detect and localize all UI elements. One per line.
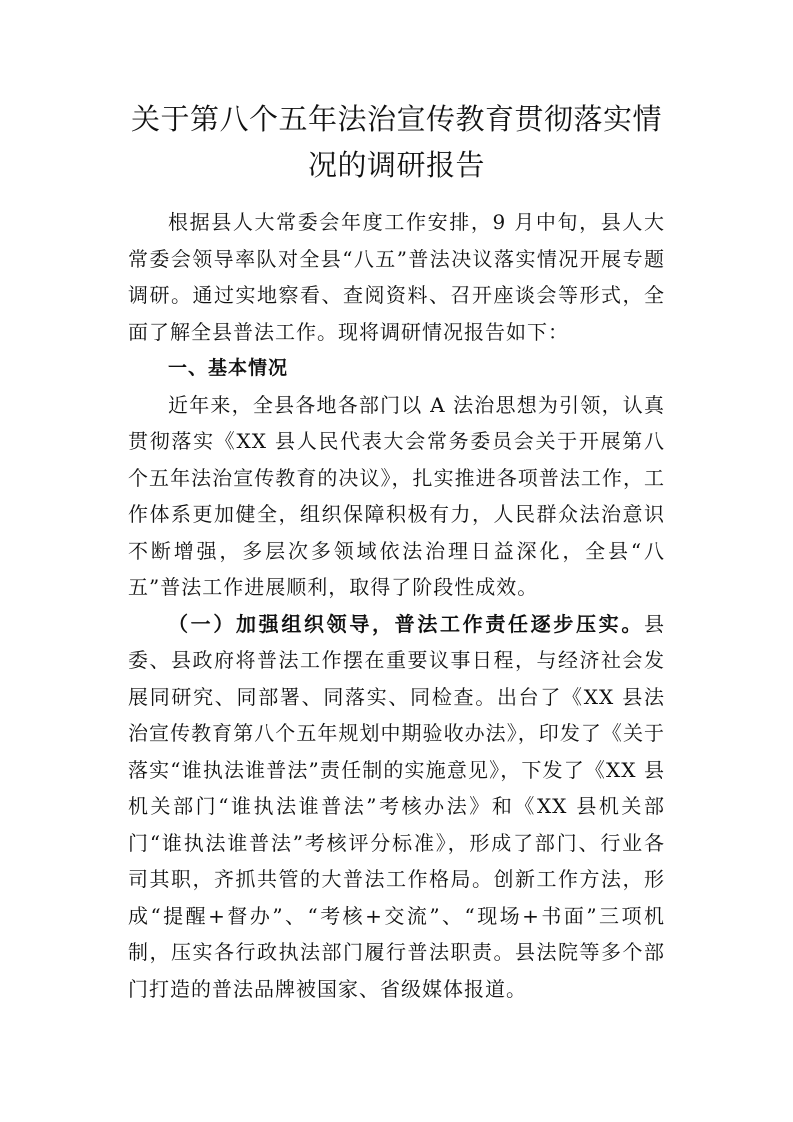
document-title [128, 96, 665, 188]
section-heading-basic-situation: 一、基本情况 [168, 357, 289, 379]
basic-situation-paragraph: 近年来，全县各地各部门以 A 法治思想为引领，认真贯彻落实《XX 县人民代表大会常务委员会关于开展第八个五年法治宣传教育的决议》，扎实推进各项普法工作，工作体系更加健全，组织保障积极有力，人民群众法治意识不断增强，多层次多领域依法治理日益深化，全县“八五”普法工作进展顺利，取得了阶段性成效。 [128, 392, 665, 599]
subsection-1-body: 县委、县政府将普法工作摆在重要议事日程，与经济社会发展同研究、同部署、同落实、同检查。出台了《XX 县法治宣传教育第八个五年规划中期验收办法》，印发了《关于落实“谁执法谁普法”责任制的实施意见》，下发了《XX 县机关部门“谁执法谁普法”考核办法》和《XX 县机关部门“谁执法谁普法”考核评分标准》，形成了部门、行业各司其职，齐抓共管的大普法工作格局。创新工作方法，形成“提醒+督办”、“考核+交流”、“现场+书面”三项机制，压实各行政执法部门履行普法职责。县法院等多个部门打造的普法品牌被国家、省级媒体报道。 [128, 611, 665, 1001]
subsection-1-lead: （一）加强组织领导，普法工作责任逐步压实。 [168, 611, 644, 636]
title-line-2: 况的调研报告 [307, 148, 485, 182]
document-body [128, 204, 665, 1007]
intro-paragraph: 根据县人大常委会年度工作安排，9 月中旬，县人大常委会领导率队对全县“八五”普法决议落实情况开展专题调研。通过实地察看、查阅资料、召开座谈会等形式，全面了解全县普法工作。现将调研情况报告如下： [128, 210, 665, 344]
subsection-1-paragraph [128, 606, 665, 1008]
title-line-1: 关于第八个五年法治宣传教育贯彻落实情 [130, 102, 662, 136]
